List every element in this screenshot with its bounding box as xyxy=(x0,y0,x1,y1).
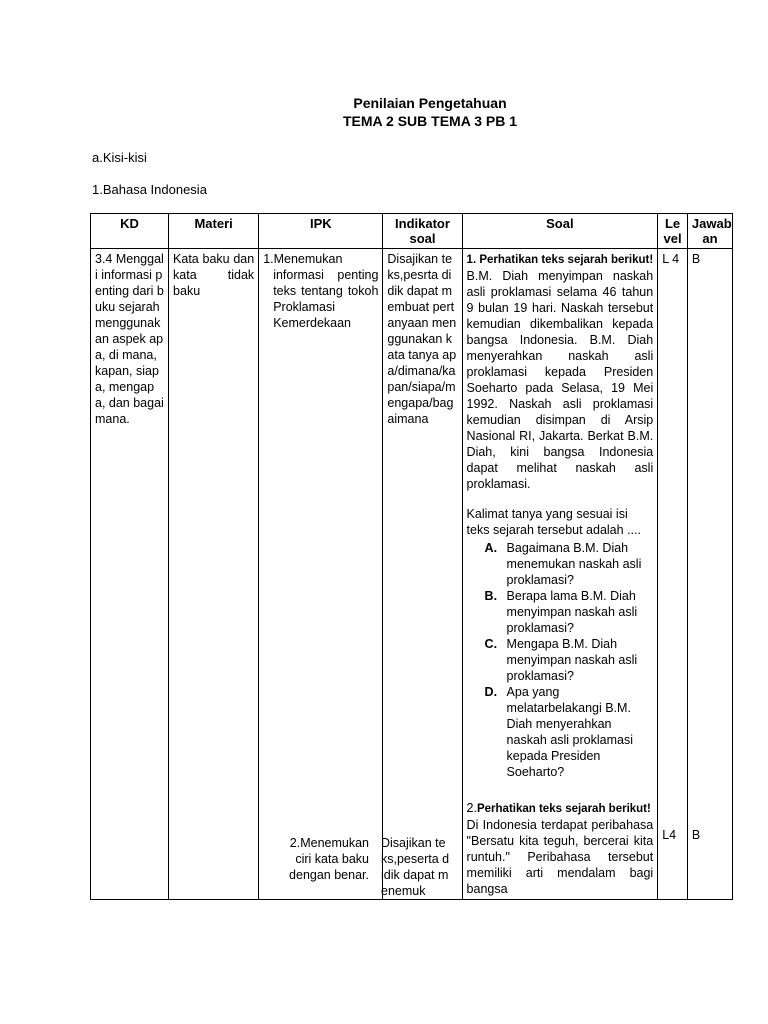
indikator-2: Disajikan teks,peserta didik dapat menemuk xyxy=(381,836,450,898)
cell-indikator: Disajikan teks,pesrta didik dapat membuat pertanyaan menggunakan kata tanya apa/dimana/kapan/siapa/mengapa/bagaimana xyxy=(383,249,462,900)
cell-level xyxy=(658,249,688,900)
header-jawaban: Jawab an xyxy=(687,214,732,249)
option-a: A. Bagaimana B.M. Diah menemukan naskah asli proklamasi? xyxy=(484,541,642,587)
option-c: C. Mengapa B.M. Diah menyimpan naskah asli proklamasi? xyxy=(484,637,638,683)
soal-title: 1. Perhatikan teks sejarah berikut! xyxy=(466,254,654,266)
table-header-row xyxy=(91,214,733,249)
options-list xyxy=(485,540,654,780)
kisi-kisi-table xyxy=(90,213,733,900)
section-kisi-kisi: a.Kisi-kisi xyxy=(92,150,147,165)
ipk-text: 1.Menemukan informasi penting teks tentang tokoh Proklamasi Kemerdekaan xyxy=(263,252,379,330)
page-title: Penilaian Pengetahuan xyxy=(353,95,507,111)
option-b: B. Berapa lama B.M. Diah menyimpan naskah asli proklamasi? xyxy=(484,589,638,635)
page-subtitle: TEMA 2 SUB TEMA 3 PB 1 xyxy=(343,113,517,129)
jawaban-2: B xyxy=(691,828,701,842)
cell-jawaban xyxy=(687,249,732,900)
soal-2-title: Perhatikan teks sejarah berikut! xyxy=(476,803,651,815)
section-bahasa-indonesia: 1.Bahasa Indonesia xyxy=(92,182,207,197)
cell-soal xyxy=(462,249,658,900)
ipk-2: 2.Menemukan ciri kata baku dengan benar. xyxy=(289,836,369,882)
header-indikator: Indikator soal xyxy=(383,214,462,249)
header-kd: KD xyxy=(91,214,169,249)
level-1: L 4 xyxy=(662,252,680,266)
jawaban-1: B xyxy=(691,252,701,266)
soal-2 xyxy=(467,800,654,897)
table-row xyxy=(91,249,733,900)
level-2: L4 xyxy=(662,828,677,842)
soal-2-text: Di Indonesia terdapat peribahasa "Bersatu kita teguh, bercerai kita runtuh." Peribahasa tersebut memiliki arti mendalam bagi bangsa xyxy=(466,818,654,896)
header-level: Le vel xyxy=(658,214,688,249)
cell-materi: Kata baku dan kata tidak baku xyxy=(169,249,259,900)
option-d: D. Apa yang melatarbelakangi B.M. Diah menyerahkan naskah asli proklamasi kepada Presiden Soeharto? xyxy=(484,685,633,779)
cell-ipk xyxy=(259,249,383,900)
header-materi: Materi xyxy=(169,214,259,249)
header-ipk: IPK xyxy=(259,214,383,249)
soal-text: B.M. Diah menyimpan naskah asli proklamasi selama 46 tahun 9 bulan 19 hari. Naskah tersebut kemudian dikembalikan kepada bangsa Indonesia. B.M. Diah menyerahkan naskah asli proklamasi kepada Presiden Soeharto pada Selasa, 19 Mei 1992. Naskah asli proklamasi kemudian disimpan di Arsip Nasional RI, Jakarta. Berkat B.M. Diah, kini bangsa Indonesia dapat melihat naskah asli proklamasi. xyxy=(466,269,654,491)
soal-question: Kalimat tanya yang sesuai isi teks sejarah tersebut adalah .... xyxy=(466,507,641,537)
cell-kd: 3.4 Menggali informasi penting dari buku sejarah menggunakan aspek apa, di mana, kapan, siapa, mengapa, dan bagaimana. xyxy=(91,249,169,900)
soal-2-number: 2. xyxy=(466,801,477,815)
header-soal: Soal xyxy=(462,214,658,249)
